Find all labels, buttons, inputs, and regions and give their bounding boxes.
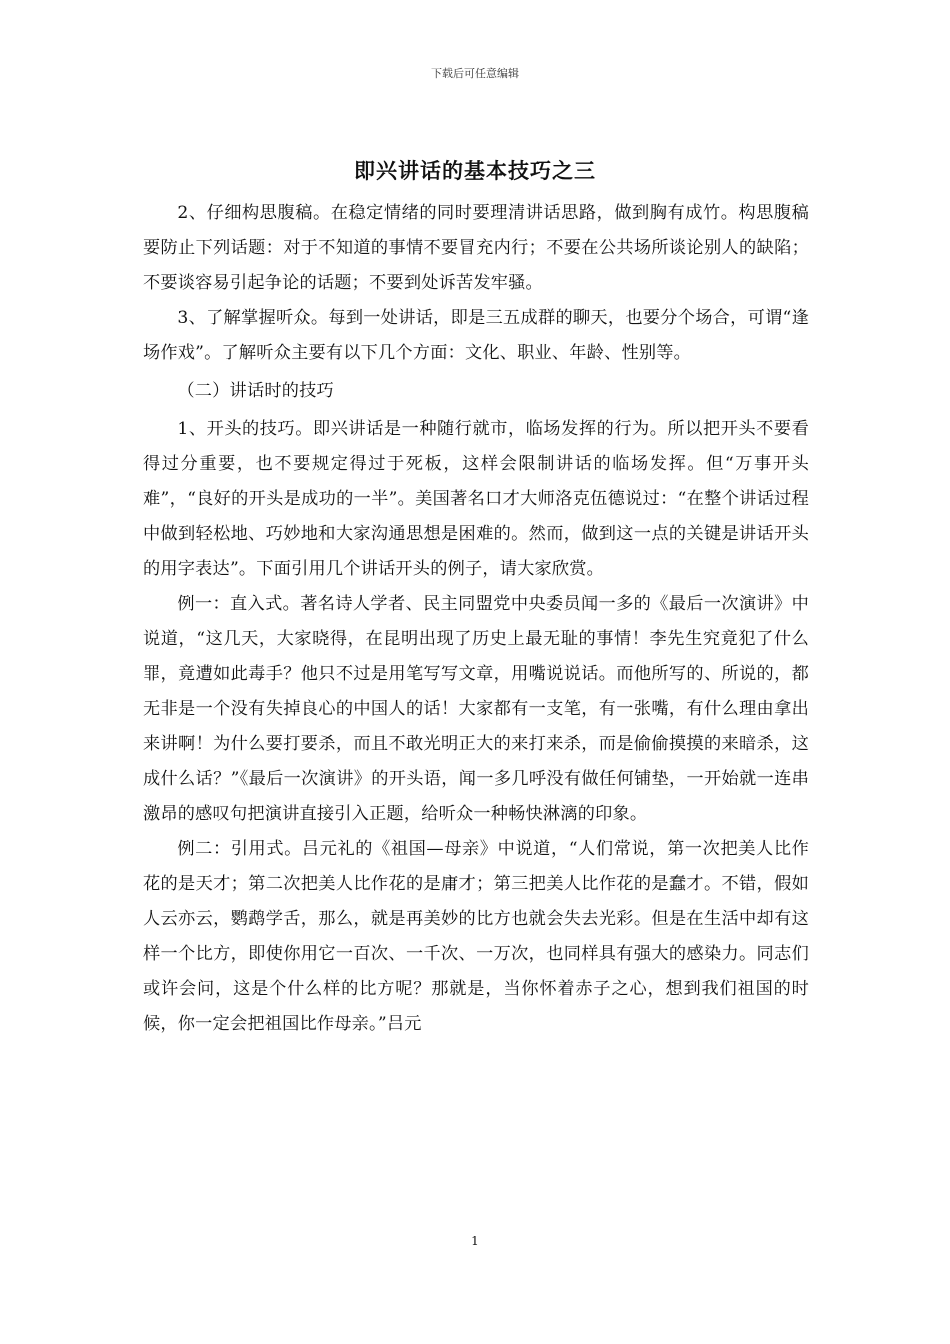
paragraph-example-two: 例二：引用式。吕元礼的《祖国—母亲》中说道，“人们常说，第一次把美人比作花的是天才；第二次把美人比作花的是庸才；第三把美人比作花的是蠢才。不错，假如人云亦云，鹦鹉学舌，那么，就是再美妙的比方也就会失去光彩。但是在生活中却有这样一个比方，即使你用它一百次、一千次、一万次，也同样具有强大的感染力。同志们或许会问，这是个什么样的比方呢？那就是，当你怀着赤子之心，想到我们祖国的时候，你一定会把祖国比作母亲。”吕元: [143, 839, 809, 1034]
paragraph-know-audience: 3、了解掌握听众。每到一处讲话，即是三五成群的聊天，也要分个场合，可谓“逢场作戏”。了解听众主要有以下几个方面：文化、职业、年龄、性别等。: [143, 308, 810, 363]
section-subheading: （二）讲话时的技巧: [177, 381, 334, 401]
page-header-note: 下载后可任意编辑: [431, 67, 519, 80]
paragraph-example-one: 例一：直入式。著名诗人学者、民主同盟党中央委员闻一多的《最后一次演讲》中说道，“这几天，大家晓得，在昆明出现了历史上最无耻的事情！李先生究竟犯了什么罪，竟遭如此毒手？他只不过是用笔写写文章，用嘴说说话。而他所写的、所说的，都无非是一个没有失掉良心的中国人的话！大家都有一支笔，有一张嘴，有什么理由拿出来讲啊！为什么要打要杀，而且不敢光明正大的来打来杀，而是偷偷摸摸的来暗杀，这成什么话？”《最后一次演讲》的开头语，闻一多几呼没有做任何铺垫，一开始就一连串激昂的感叹句把演讲直接引入正题，给听众一种畅快淋漓的印象。: [143, 594, 809, 824]
document-title: 即兴讲话的基本技巧之三: [354, 158, 596, 183]
document-body: [143, 196, 809, 1042]
page-number: 1: [471, 1234, 479, 1248]
paragraph-opening-technique: 1、开头的技巧。即兴讲话是一种随行就市，临场发挥的行为。所以把开头不要看得过分重要，也不要规定得过于死板，这样会限制讲话的临场发挥。但“万事开头难”，“良好的开头是成功的一半”。美国著名口才大师洛克伍德说过：“在整个讲话过程中做到轻松地、巧妙地和大家沟通思想是困难的。然而，做到这一点的关键是讲话开头的用字表达”。下面引用几个讲话开头的例子，请大家欣赏。: [143, 419, 809, 579]
paragraph-outline-speech: 2、仔细构思腹稿。在稳定情绪的同时要理清讲话思路，做到胸有成竹。构思腹稿要防止下列话题：对于不知道的事情不要冒充内行；不要在公共场所谈论别人的缺陷；不要谈容易引起争论的话题；不要到处诉苦发牢骚。: [143, 203, 809, 293]
